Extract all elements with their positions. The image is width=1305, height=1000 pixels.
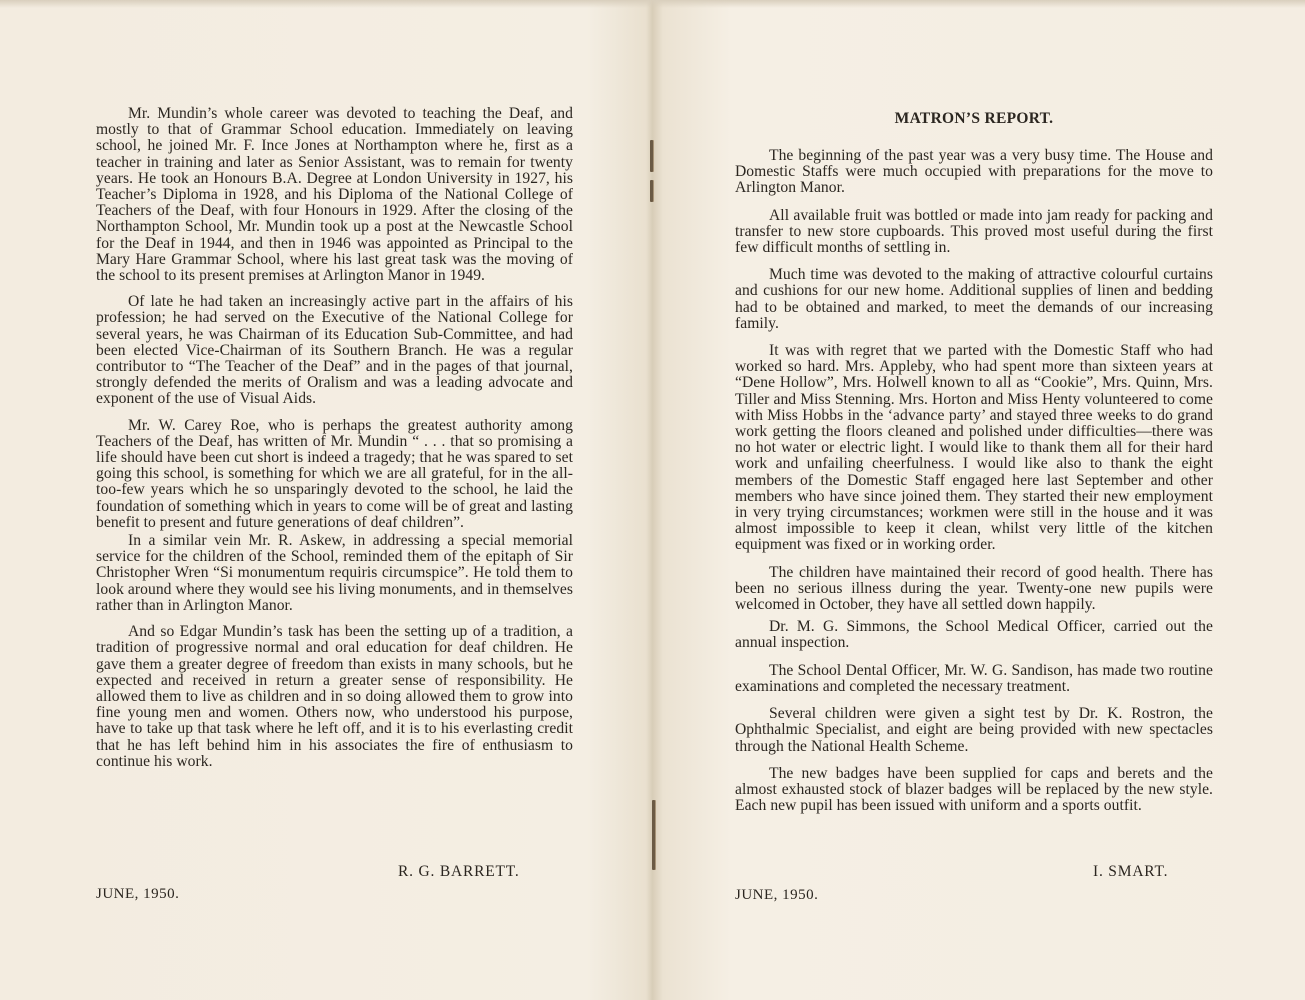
paragraph: It was with regret that we parted with the Domestic Staff who had worked so hard. Mrs. Appleby, who had spent more than sixteen years at “Dene Hollow”, Mrs. Holwell known to all as “Cookie”, Mrs. Quinn, Mrs. Tiller and Miss Stenning. Mrs. Horton and Miss Henty volunteered to come with Miss Hobbs in the ‘advance party’ and stayed three weeks to do grand work getting the floors cleaned and polished under difficulties—there was no hot water or electric light. I would like to thank them all for their hard work and unfailing cheerfulness. I would like also to thank the eight members of the Domestic Staff engaged here last September and other members who have since joined them. They started their new employment in very trying circumstances; workmen were still in the house and it was almost impossible to keep it clean, whilst very little of the kitchen equipment was fixed or in working order.: [735, 342, 1213, 554]
signature: I. SMART.: [1093, 863, 1169, 880]
paragraph: The children have maintained their record of good health. There has been no serious illness during the year. Twenty-one new pupils were welcomed in October, they have all settled down happily.: [735, 563, 1213, 614]
paragraph: In a similar vein Mr. R. Askew, in addressing a special memorial service for the children of the School, reminded them of the epitaph of Sir Christopher Wren “Si monumentum requiris circumspice”. He told them to look around where they would see his living monuments, and in themselves rather than in Arlington Manor.: [96, 532, 573, 614]
paragraph: Dr. M. G. Simmons, the School Medical Officer, carried out the annual inspection.: [735, 618, 1213, 652]
paragraph: Several children were given a sight test by Dr. K. Rostron, the Ophthalmic Specialist, and eight are being provided with new spectacles through the National Health Scheme.: [735, 705, 1213, 755]
staple-middle: [650, 180, 653, 202]
paragraph: All available fruit was bottled or made into jam ready for packing and transfer to new store cupboards. This proved most useful during the first few difficult months of settling in.: [735, 206, 1213, 257]
staple-bottom: [652, 800, 655, 870]
date: JUNE, 1950.: [735, 887, 819, 903]
staple-top: [650, 140, 653, 172]
paragraph: And so Edgar Mundin’s task has been the setting up of a tradition, a tradition of progressive normal and oral education for deaf children. He gave them a greater degree of freedom than exists in many schools, but he expected and received in return a greater sense of responsibility. He allowed them to live as children and in so doing allowed them to grow into fine young men and women. Others now, who understood his purpose, have to take up that task where he left off, and it is to his everlasting credit that he has left behind him in his associates the fire of enthusiasm to continue his work.: [96, 623, 573, 770]
right-page: [735, 0, 1213, 1000]
date: JUNE, 1950.: [96, 886, 180, 902]
paragraph: Mr. W. Carey Roe, who is perhaps the greatest authority among Teachers of the Deaf, has written of Mr. Mundin “ . . . that so promising a life should have been cut short is indeed a tragedy; that he was spared to set going this school, is something for which we are all grateful, for in the all-too-few years which he so unsparingly devoted to the school, he laid the foundation of something which in years to come will be of great and lasting benefit to present and future generations of deaf children”.: [96, 416, 573, 531]
paragraph: Of late he had taken an increasingly active part in the affairs of his profession; he had served on the Executive of the National College for several years, he was Chairman of its Education Sub-Committee, and had been elected Vice-Chairman of its Southern Branch. He was a regular contributor to “The Teacher of the Deaf” and in the pages of that journal, strongly defended the merits of Oralism and was a leading advocate and exponent of the use of Visual Aids.: [96, 293, 573, 408]
page-title: MATRON’S REPORT.: [894, 110, 1054, 127]
left-page-body: [96, 106, 573, 780]
paragraph: The beginning of the past year was a very busy time. The House and Domestic Staffs were much occupied with preparations for the move to Arlington Manor.: [735, 147, 1213, 197]
paragraph: Mr. Mundin’s whole career was devoted to teaching the Deaf, and mostly to that of Grammar School education. Immediately on leaving school, he joined Mr. F. Ince Jones at Northampton where he, first as a teacher in training and later as Senior Assistant, was to remain for twenty years. He took an Honours B.A. Degree at London University in 1927, his Teacher’s Diploma in 1928, and his Diploma of the National College of Teachers of the Deaf, with four Honours in 1929. After the closing of the Northampton School, Mr. Mundin took up a post at the Newcastle School for the Deaf in 1944, and then in 1946 was appointed as Principal to the Mary Hare Grammar School, where his last great task was the moving of the school to its present premises at Arlington Manor in 1949.: [96, 105, 573, 285]
signature: R. G. BARRETT.: [398, 863, 520, 880]
paragraph: The new badges have been supplied for caps and berets and the almost exhausted stock of blazer badges will be replaced by the new style. Each new pupil has been issued with uniform and a sports outfit.: [735, 764, 1213, 815]
right-page-body: [735, 148, 1213, 825]
left-page: [96, 0, 573, 1000]
paragraph: Much time was devoted to the making of attractive colourful curtains and cushions for our new home. Additional supplies of linen and bedding had to be obtained and marked, to meet the demands of our increasing family.: [735, 266, 1213, 332]
paragraph: The School Dental Officer, Mr. W. G. Sandison, has made two routine examinations and completed the necessary treatment.: [735, 661, 1213, 695]
